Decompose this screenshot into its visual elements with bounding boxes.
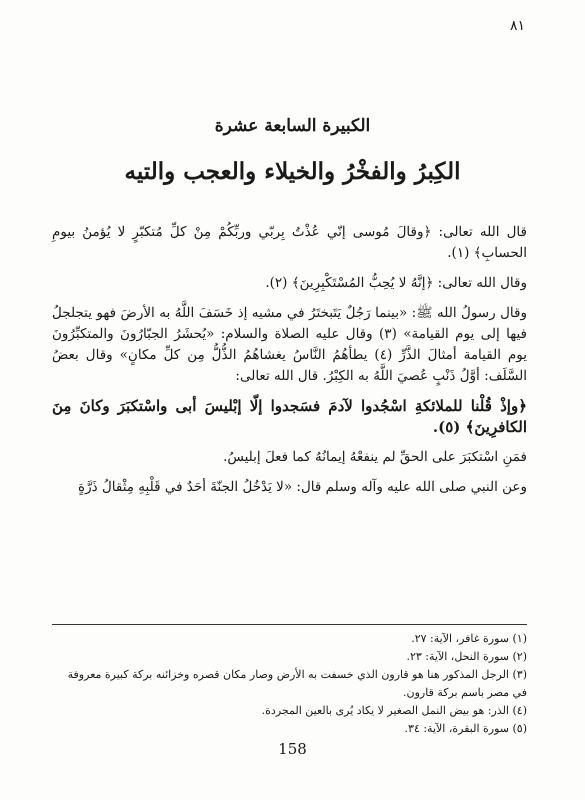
paragraph: وعن النبي صلى الله عليه وآله وسلم قال: «لا يَدْخُلُ الجنّةَ أحَدٌ في قَلْبِهِ مِثْقالُ ذَرَّةٍ bbox=[78, 479, 527, 495]
chapter-subtitle: الكبيرة السابعة عشرة bbox=[214, 116, 371, 136]
footnotes bbox=[52, 630, 527, 738]
footnote: (١) سورة غافر، الآية: ٢٧. bbox=[411, 632, 527, 645]
footnote: (٣) الرجل المذكور هنا هو قارون الذي خسفت به الأرض وصار مكان قصره وخزائنه بركة كبيرة معروفة في مصر باسم بركة قارون. bbox=[67, 668, 527, 699]
paragraph: وقال الله تعالى: ﴿إنَّهُ لا يُحِبُّ المُسْتَكْبِرِينَ﴾ (٢). bbox=[265, 275, 527, 291]
footnote-divider bbox=[52, 624, 527, 625]
body-text bbox=[52, 222, 527, 507]
paragraph: فمَنِ اسْتكبَرَ على الحقِّ لم ينفعْهُ إيمانُهُ كما فعلَ إبليسُ. bbox=[223, 449, 527, 465]
footnote: (٥) سورة البقرة، الآية: ٣٤. bbox=[404, 722, 527, 735]
footnote: (٢) سورة النحل، الآية: ٢٣. bbox=[406, 650, 527, 663]
quranic-verse: ﴿وإذْ قُلْنا للملائكةِ اسْجُدوا لآدمَ فسَجدوا إلّا إبْليسَ أبى واسْتكبَرَ وكانَ مِنَ الكافرِينَ﴾ (٥). bbox=[52, 397, 527, 436]
paragraph: قال الله تعالى: ﴿وقالَ مُوسى إنّي عُذْتُ بِربّي وربِّكُمْ مِنْ كلِّ مُتكبّرٍ لا يُؤمنُ بيومِ الحسابِ﴾ (١). bbox=[52, 224, 527, 261]
footnote: (٤) الذر: هو بيض النمل الصغير لا يكاد يُرى بالعين المجردة. bbox=[261, 704, 527, 717]
chapter-title: الكِبرُ والفخْرُ والخيلاء والعجب والتيه bbox=[124, 158, 461, 185]
paragraph: وقال رسولُ الله ﷺ: «بينما رَجُلٌ يَتَبختَرُ في مشيه إذ خَسَفَ اللَّهُ به الأرضَ فهو يتجلجلُ فيها إلى يوم القيامة» (٣) وقال عليه الصلاة والسلام: «يُحشَرُ الجبّارُونَ والمتكبِّرُونَ يوم القيامة أمثالَ الذَّرِّ (٤) يطأهُمُ النَّاسُ يغشاهُمُ الذُّلُّ مِن كلِّ مكانٍ» وقال بعضُ السَّلَف: أوَّلُ ذَنْبٍ عُصيَ اللَّهُ به الكِبْرُ. قال الله تعالى: bbox=[52, 305, 527, 384]
header-page-number: ٨١ bbox=[509, 18, 525, 34]
footer-page-number: 158 bbox=[278, 740, 307, 758]
